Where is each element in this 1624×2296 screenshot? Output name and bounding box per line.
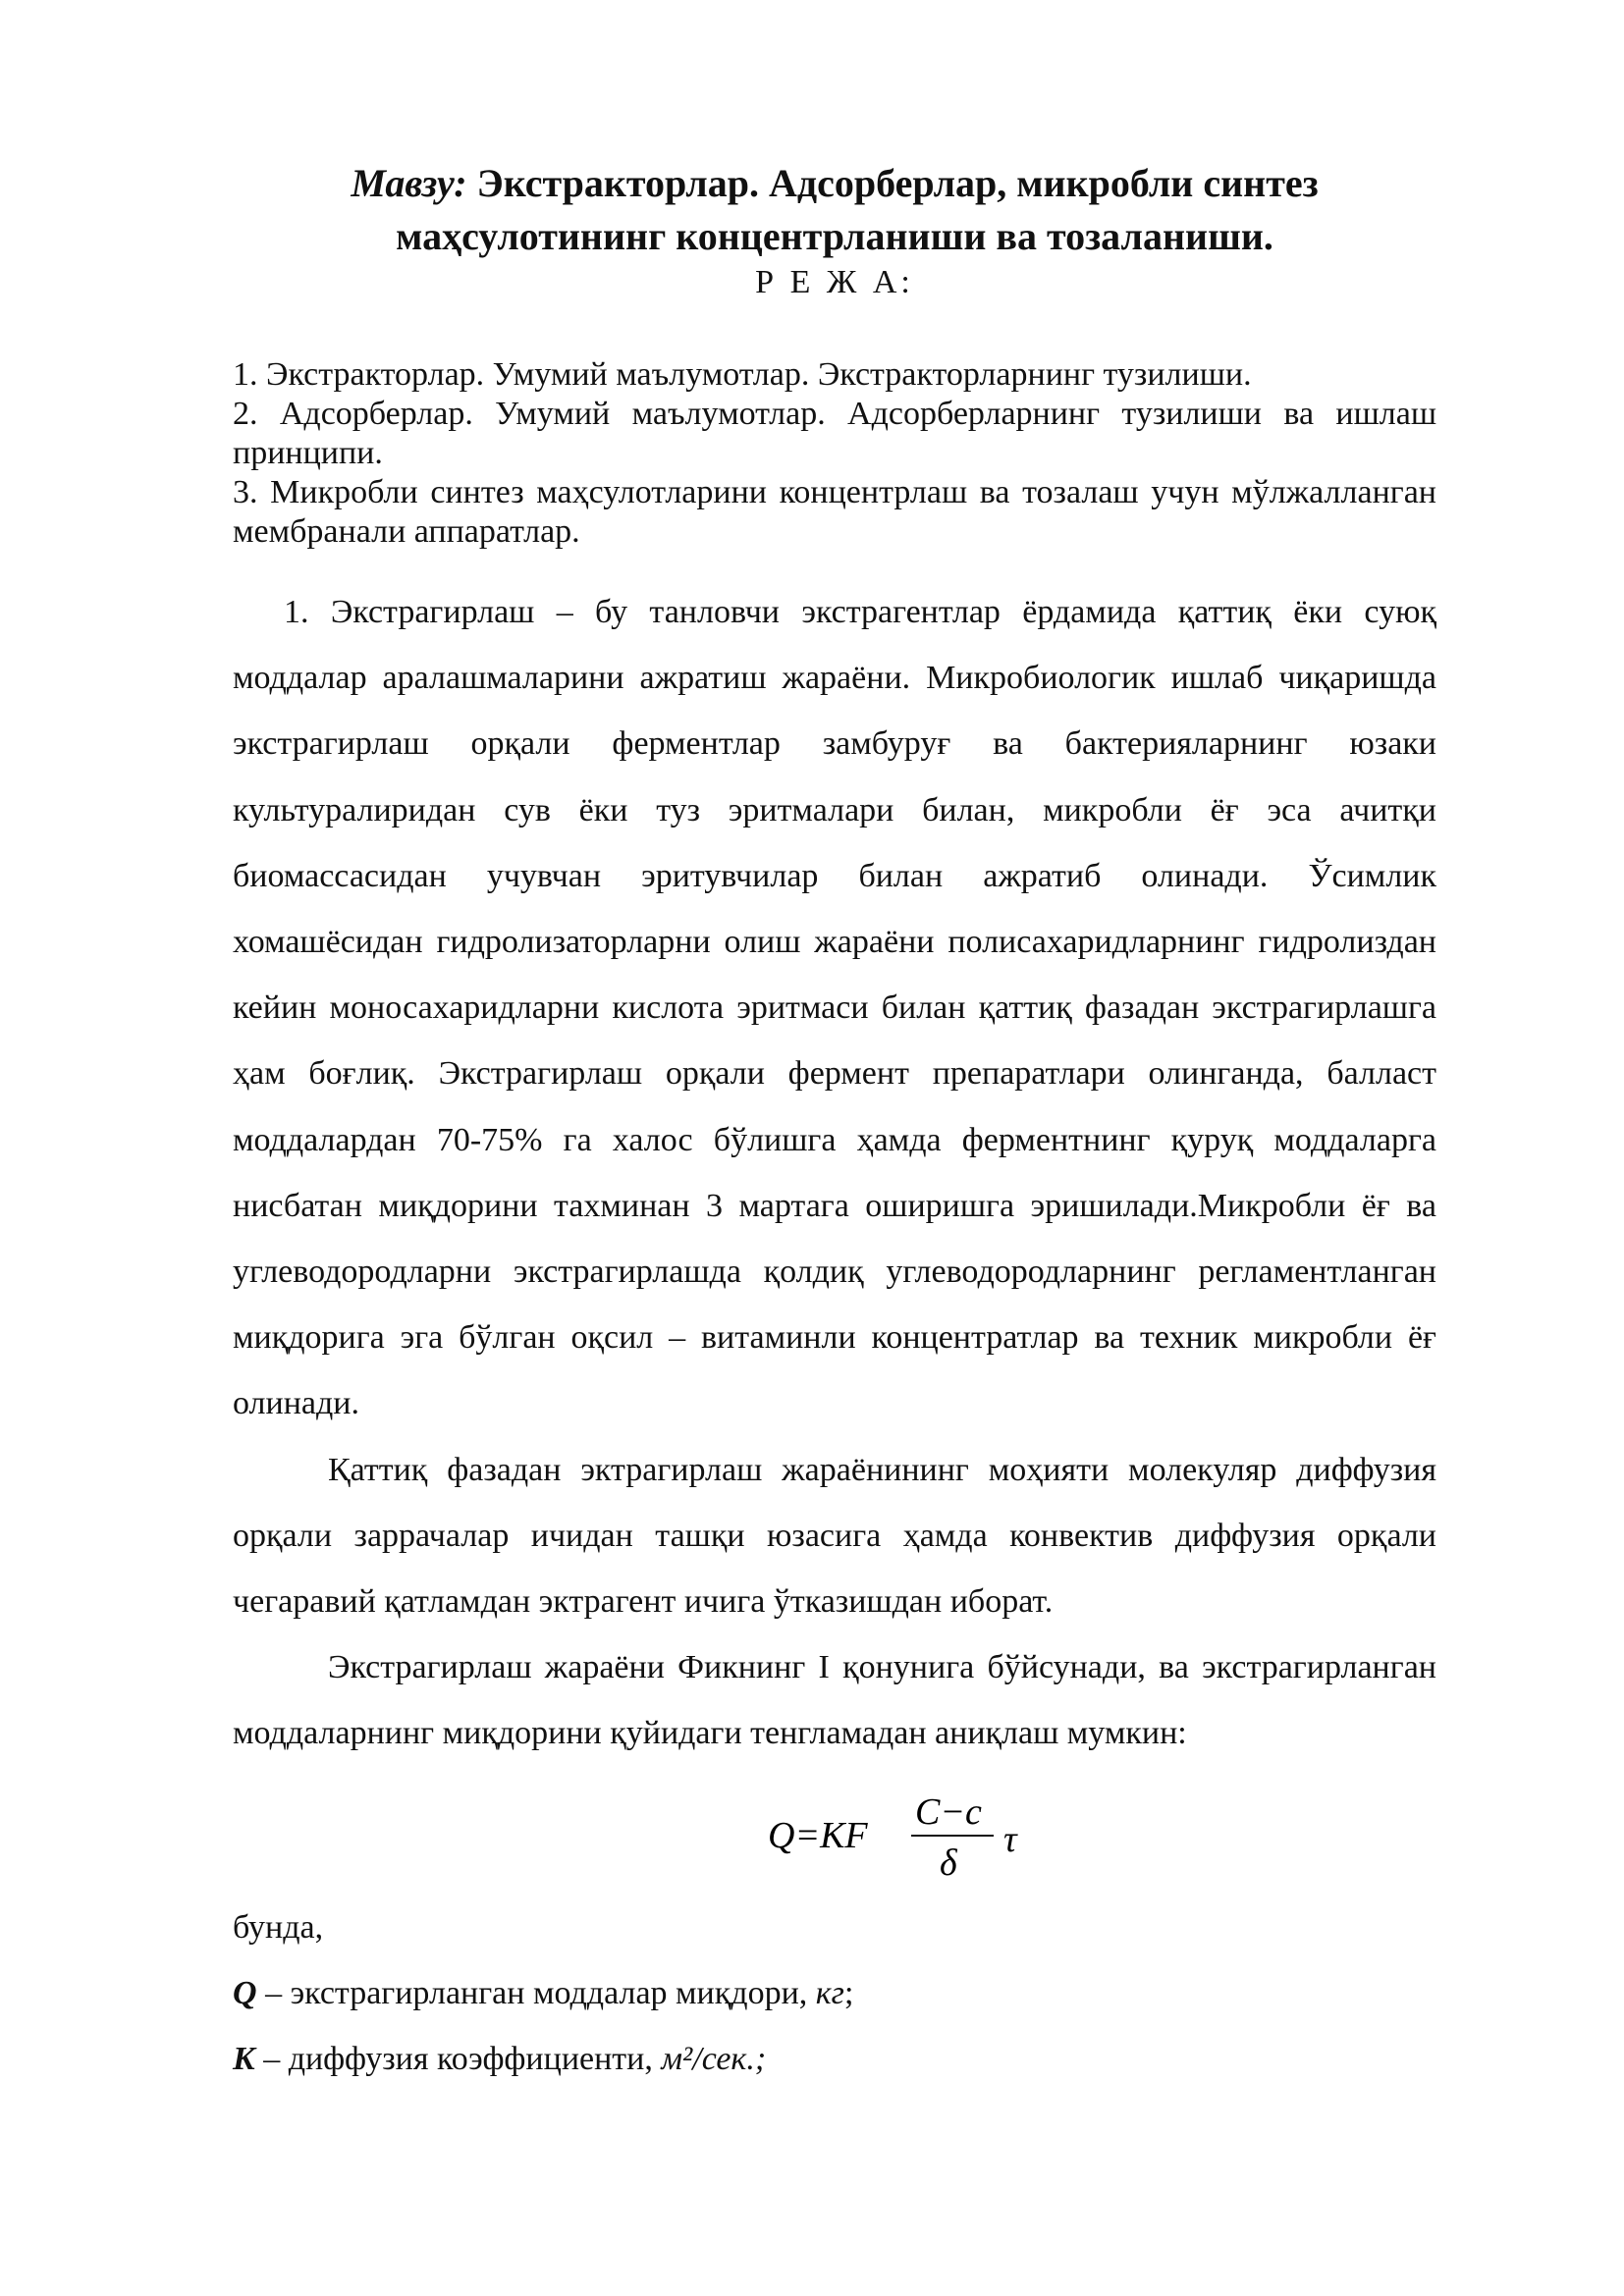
plan-item-1: 1. Экстракторлар. Умумий маълумотлар. Экстракторларнинг тузилиши. [233, 356, 1252, 393]
formula-numerator: C−c [915, 1790, 982, 1833]
title-block [233, 0, 1436, 302]
formula-left: Q=KF [768, 1814, 868, 1856]
definitions-intro: бунда, [233, 1908, 324, 1946]
topic-prefix: Мавзу: [351, 161, 467, 205]
definition-q-unit: кг [815, 1974, 844, 2011]
body-text [233, 579, 1436, 1767]
definition-q [233, 1960, 1436, 2026]
title-line-1 [233, 157, 1436, 210]
definition-q-tail: ; [843, 1974, 854, 2011]
plan-heading: Р Е Ж А: [755, 264, 914, 300]
plan-item-3: 3. Микробли синтез маҳсулотларини концентрлаш ва тозалаш учун мўлжалланган мембранали аппаратлар. [233, 474, 1436, 550]
formula-suffix: τ [1003, 1818, 1017, 1860]
definition-q-text: – экстрагирланган моддалар миқдори, [256, 1974, 816, 2011]
symbol-q: Q [233, 1974, 257, 2011]
formula [233, 1777, 1436, 1885]
definition-k-text: – диффузия коэффициенти, [254, 2040, 662, 2077]
paragraph-3: Экстрагирлаш жараёни Фикнинг I қонунига бўйсунади, ва экстрагирланган моддаларнинг миқдорини қуйидаги тенгламадан аниқлаш мумкин: [233, 1649, 1436, 1752]
symbol-k: K [233, 2040, 255, 2077]
formula-graphic [768, 1777, 1062, 1885]
plan-item-2: 2. Адсорберлар. Умумий маълумотлар. Адсорберларнинг тузилиши ва ишлаш принципи. [233, 396, 1436, 471]
title-line-2: маҳсулотининг концентрланиши ва тозаланиши. [396, 214, 1273, 258]
paragraph-1: 1. Экстрагирлаш – бу танловчи экстрагентлар ёрдамида қаттиқ ёки суюқ моддалар аралашмаларини ажратиш жараёни. Микробиологик ишлаб чиқаришда экстрагирлаш орқали ферментлар замбуруғ ва бактерияларнинг юзаки культуралиридан сув ёки туз эритмалари билан, микробли ёғ эса ачитқи биомассасидан учувчан эритувчилар билан ажратиб олинади. Ўсимлик хомашёсидан гидролизаторларни олиш жараёни полисахаридларнинг гидролиздан кейин моносахаридларни кислота эритмаси билан қаттиқ фазадан экстрагирлашга ҳам боғлиқ. Экстрагирлаш орқали фермент препаратлари олинганда, балласт моддалардан 70-75% га халос бўлишга ҳамда ферментнинг қуруқ моддаларга нисбатан миқдорини тахминан 3 мартага оширишга эришилади.Микробли ёғ ва углеводородларни экстрагирлашда қолдиқ углеводородларнинг регламентланган миқдорига эга бўлган оқсил – витаминли концентратлар ва техник микробли ёғ олинади. [233, 594, 1436, 1422]
title-text-1: Экстракторлар. Адсорберлар, микробли синтез [466, 161, 1319, 205]
definition-k [233, 2026, 1436, 2092]
definition-k-unit: м²/сек.; [661, 2040, 767, 2077]
paragraph-2: Қаттиқ фазадан эктрагирлаш жараёнининг моҳияти молекуляр диффузия орқали заррачалар ичидан ташқи юзасига ҳамда конвектив диффузия орқали чегаравий қатламдан эктрагент ичига ўтказишдан иборат. [233, 1451, 1436, 1621]
formula-denominator: δ [940, 1842, 957, 1884]
plan-list [233, 355, 1436, 552]
